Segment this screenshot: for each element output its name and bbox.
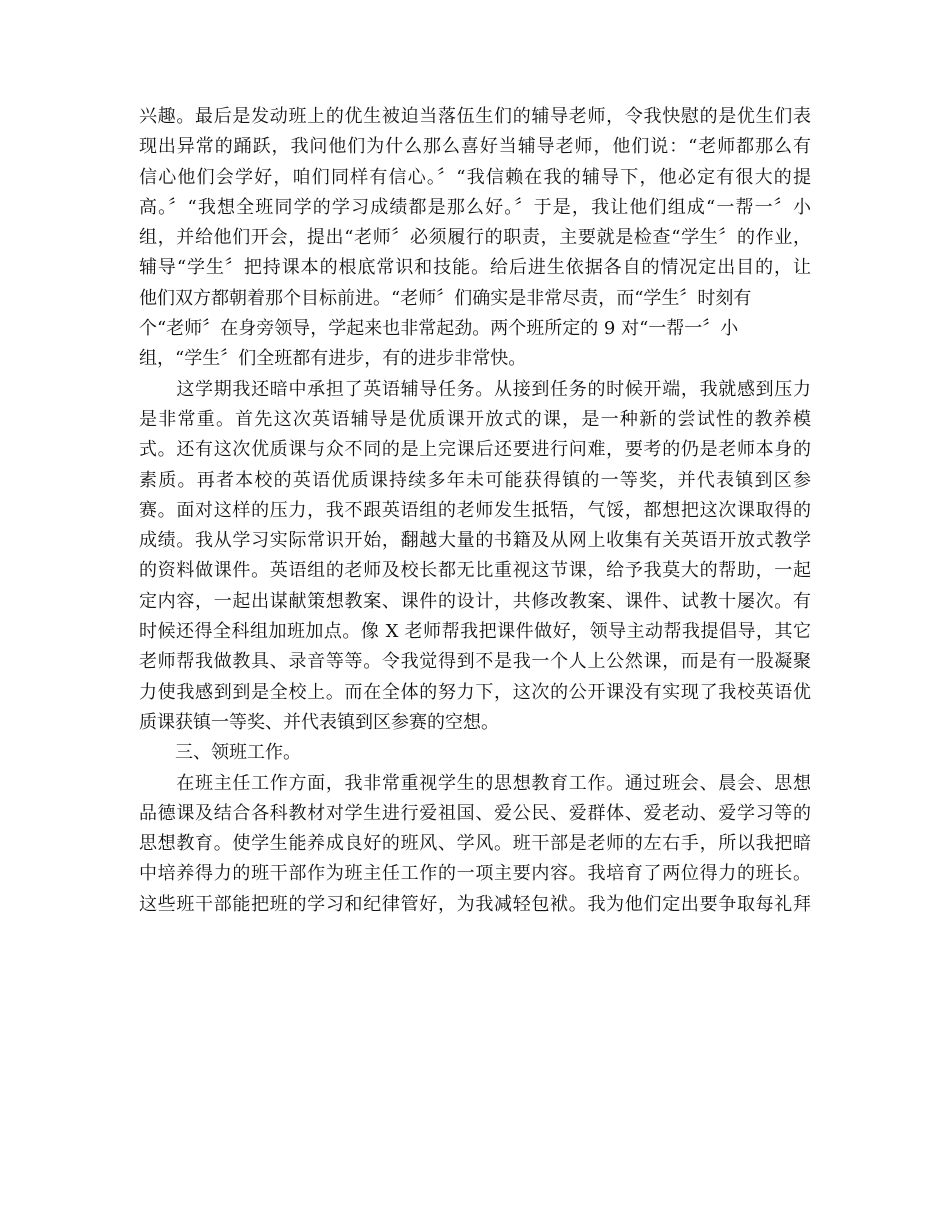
text-line: 力使我感到到是全校上。而在全体的努力下，这次的公开课没有实现了我校英语优 [139,681,811,703]
text-line: 的资料做课件。英语组的老师及校长都无比重视这节课，给予我莫大的帮助，一起 [139,560,811,582]
text-line: 兴趣。最后是发动班上的优生被迫当落伍生们的辅导老师，令我快慰的是优生们表 [139,106,811,127]
text-line: 个“老师〞在身旁领导，学起来也非常起劲。两个班所定的 9 对“一帮一〞小 [139,318,739,340]
text-line: 质课获镇一等奖、并代表镇到区参赛的空想。 [139,711,499,733]
text-line: 定内容，一起出谋献策想教案、课件的设计，共修改教案、课件、试教十屡次。有 [139,590,811,612]
text-line: 组，“学生〞们全班都有进步，有的进步非常快。 [139,348,527,370]
text-line: 辅导“学生〞把持课本的根底常识和技能。给后进生依据各自的情况定出目的，让 [139,257,811,279]
text-line: 他们双方都朝着那个目标前进。“老师〞们确实是非常尽责，而“学生〞时刻有 [139,287,752,309]
text-line: 素质。再者本校的英语优质课持续多年未可能获得镇的一等奖，并代表镇到区参 [139,469,811,491]
text-line: 现出异常的踊跃，我问他们为什么那么喜好当辅导老师，他们说：“老师都那么有 [139,136,811,158]
text-line: 品德课及结合各科教材对学生进行爱祖国、爱公民、爱群体、爱老动、爱学习等的 [139,802,811,824]
paragraph-4 [139,769,811,920]
text-line: 赛。面对这样的压力，我不跟英语组的老师发生抵牾，气馁，都想把这次课取得的 [139,499,811,521]
section-heading: 三、领班工作。 [139,742,301,764]
paragraph-1 [139,102,811,375]
text-line: 是非常重。首先这次英语辅导是优质课开放式的课，是一种新的尝试性的教养模 [139,408,811,430]
text-line: 时候还得全科组加班加点。像 X 老师帮我把课件做好，领导主动帮我提倡导，其它 [139,621,811,643]
text-line: 中培养得力的班干部作为班主任工作的一项主要内容。我培育了两位得力的班长。 [139,863,811,885]
text-line: 信心他们会学好，咱们同样有信心。〞“我信赖在我的辅导下，他必定有很大的提 [139,166,811,188]
text-line: 这学期我还暗中承担了英语辅导任务。从接到任务的时候开端，我就感到压力 [139,378,811,400]
paragraph-2 [139,375,811,739]
text-line: 成绩。我从学习实际常识开始，翻越大量的书籍及从网上收集有关英语开放式教学 [139,530,811,552]
text-line: 式。还有这次优质课与众不同的是上完课后还要进行问难，要考的仍是老师本身的 [139,439,811,461]
text-line: 组，并给他们开会，提出“老师〞必须履行的职责，主要就是检查“学生〞的作业， [139,227,811,249]
text-line: 老师帮我做教具、录音等等。令我觉得到不是我一个人上公然课，而是有一股凝聚 [139,651,811,673]
text-line: 在班主任工作方面，我非常重视学生的思想教育工作。通过班会、晨会、思想 [139,772,811,794]
paragraph-3-heading [139,738,811,768]
text-line: 这些班干部能把班的学习和纪律管好，为我减轻包袱。我为他们定出要争取每礼拜 [139,893,811,915]
text-line: 高。〞“我想全班同学的学习成绩都是那么好。〞于是，我让他们组成“一帮一〞小 [139,196,811,218]
text-line: 思想教育。使学生能养成良好的班风、学风。班干部是老师的左右手，所以我把暗 [139,833,811,855]
body-text [139,102,811,920]
